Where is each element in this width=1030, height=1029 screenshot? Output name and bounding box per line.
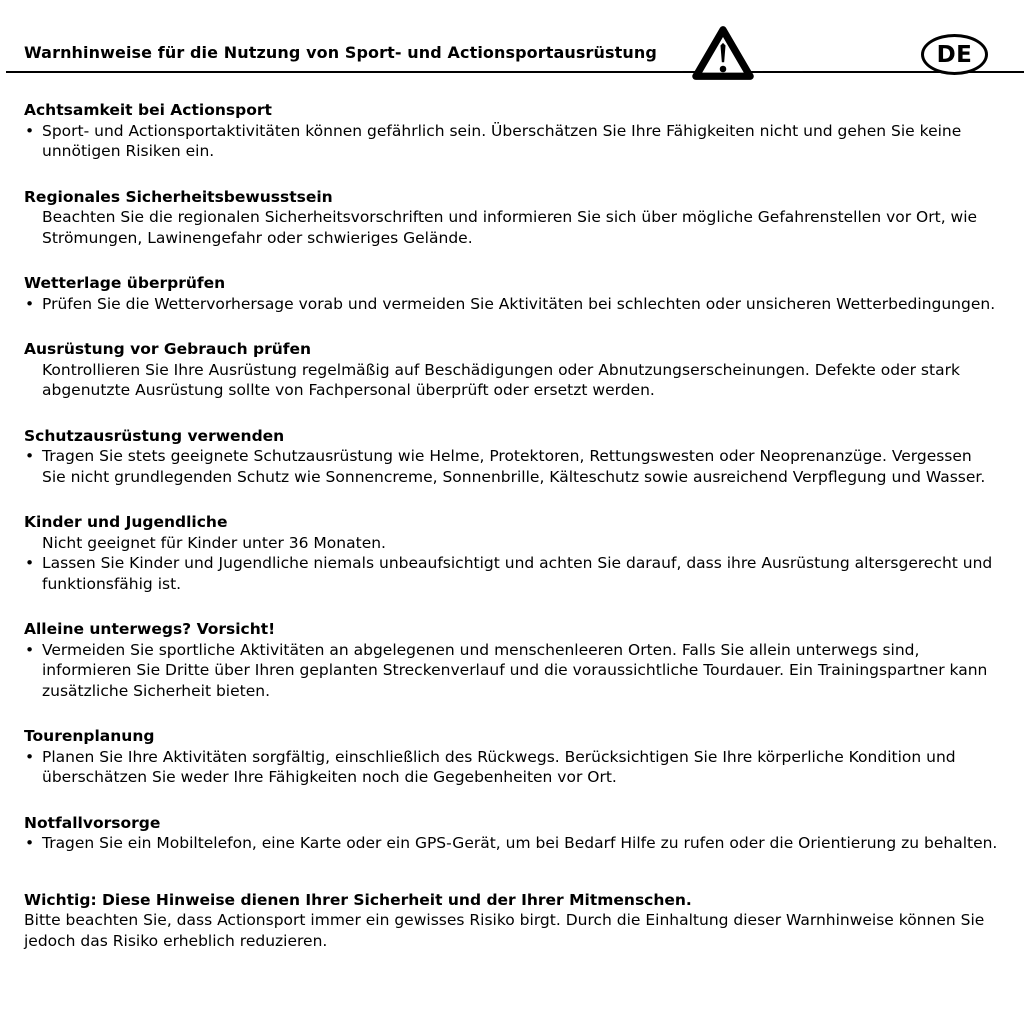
list-item: [24, 121, 1000, 162]
section-heading: Notfallvorsorge: [24, 813, 161, 832]
list-item: [24, 833, 1000, 854]
section-heading: Tourenplanung: [24, 727, 155, 745]
list-item-text: Tragen Sie stets geeignete Schutzausrüstung wie Helme, Protektoren, Rettungswesten oder Neoprenanzüge. Vergessen Sie nicht grundlegenden Schutz wie Sonnencreme, Sonnenbrille, Kälteschutz sowie ausreichend Verpflegung und Wasser.: [42, 447, 986, 486]
list-item: [24, 747, 1000, 788]
warning-section: [24, 726, 1000, 788]
list-item-text: Vermeiden Sie sportliche Aktivitäten an abgelegenen und menschenleeren Orten. Falls Sie allein unterwegs sind, informieren Sie Dritte über Ihren geplanten Streckenverlauf und die voraussichtliche Tourdauer. Ein Trainingspartner kann zusätzliche Sicherheit bieten.: [42, 640, 988, 700]
list-item-text: Tragen Sie ein Mobiltelefon, eine Karte oder ein GPS-Gerät, um bei Bedarf Hilfe zu rufen oder die Orientierung zu behalten.: [42, 834, 998, 852]
warning-section: [24, 100, 1000, 162]
list-item-text: Lassen Sie Kinder und Jugendliche niemals unbeaufsichtigt und achten Sie darauf, dass ihre Ausrüstung altersgerecht und funktionsfähig ist.: [42, 554, 993, 593]
warning-section: [24, 512, 1000, 594]
list-item-text: Prüfen Sie die Wettervorhersage vorab und vermeiden Sie Aktivitäten bei schlechten oder unsicheren Wetterbedingungen.: [42, 294, 996, 313]
page-title: Warnhinweise für die Nutzung von Sport- und Actionsportausrüstung: [24, 43, 657, 62]
section-heading: Achtsamkeit bei Actionsport: [24, 101, 272, 119]
bullet-marker-icon: •: [25, 121, 35, 140]
warning-section: [24, 813, 1000, 854]
warning-section: [24, 619, 1000, 701]
list-item: [24, 207, 1000, 248]
language-badge-label: DE: [936, 41, 973, 68]
list-item-text: Planen Sie Ihre Aktivitäten sorgfältig, einschließlich des Rückwegs. Berücksichtigen Sie Ihre körperliche Kondition und überschätzen Sie weder Ihre Fähigkeiten noch die Gegebenheiten vor Ort.: [42, 747, 956, 786]
footer-text: Bitte beachten Sie, dass Actionsport immer ein gewisses Risiko birgt. Durch die Einhaltung dieser Warnhinweise können Sie jedoch das Risiko erheblich reduzieren.: [24, 911, 985, 950]
list-item: [24, 294, 1000, 315]
bullet-marker-icon: •: [25, 640, 35, 659]
list-item-text: Beachten Sie die regionalen Sicherheitsvorschriften und informieren Sie sich über mögliche Gefahrenstellen vor Ort, wie Strömungen, Lawinengefahr oder schwieriges Gelände.: [42, 208, 978, 247]
list-item: [24, 446, 1000, 487]
bullet-marker-icon: •: [25, 747, 35, 766]
language-badge: [921, 34, 988, 75]
header-divider: [6, 71, 1024, 73]
bullet-marker-icon: •: [25, 294, 35, 313]
list-item: [24, 640, 1000, 702]
list-item: [24, 533, 1000, 554]
list-item-text: Sport- und Actionsportaktivitäten können gefährlich sein. Überschätzen Sie Ihre Fähigkeiten nicht und gehen Sie keine unnötigen Risiken ein.: [42, 121, 962, 160]
bullet-marker-icon: •: [25, 834, 35, 852]
section-heading: Alleine unterwegs? Vorsicht!: [24, 620, 276, 638]
section-heading: Wetterlage überprüfen: [24, 274, 226, 292]
section-heading: Kinder und Jugendliche: [24, 513, 228, 531]
warning-section: [24, 273, 1000, 314]
list-item-text: Kontrollieren Sie Ihre Ausrüstung regelmäßig auf Beschädigungen oder Abnutzungserscheinungen. Defekte oder stark abgenutzte Ausrüstung sollte von Fachpersonal überprüft oder ersetzt werden.: [42, 360, 960, 399]
warning-triangle-icon: [692, 23, 754, 85]
sections-container: [24, 100, 1000, 951]
warning-section: [24, 339, 1000, 401]
section-heading: Schutzausrüstung verwenden: [24, 426, 285, 445]
section-heading: Ausrüstung vor Gebrauch prüfen: [24, 340, 312, 358]
bullet-marker-icon: •: [25, 554, 35, 572]
list-item: [24, 360, 1000, 401]
section-heading: Regionales Sicherheitsbewusstsein: [24, 187, 333, 206]
footer-important-line: Wichtig: Diese Hinweise dienen Ihrer Sicherheit und der Ihrer Mitmenschen.: [24, 890, 692, 909]
warning-section: [24, 187, 1000, 249]
footer: [24, 890, 1000, 952]
list-item: [24, 553, 1000, 594]
bullet-marker-icon: •: [25, 447, 35, 465]
list-item-text: Nicht geeignet für Kinder unter 36 Monaten.: [42, 533, 386, 552]
warning-section: [24, 426, 1000, 488]
